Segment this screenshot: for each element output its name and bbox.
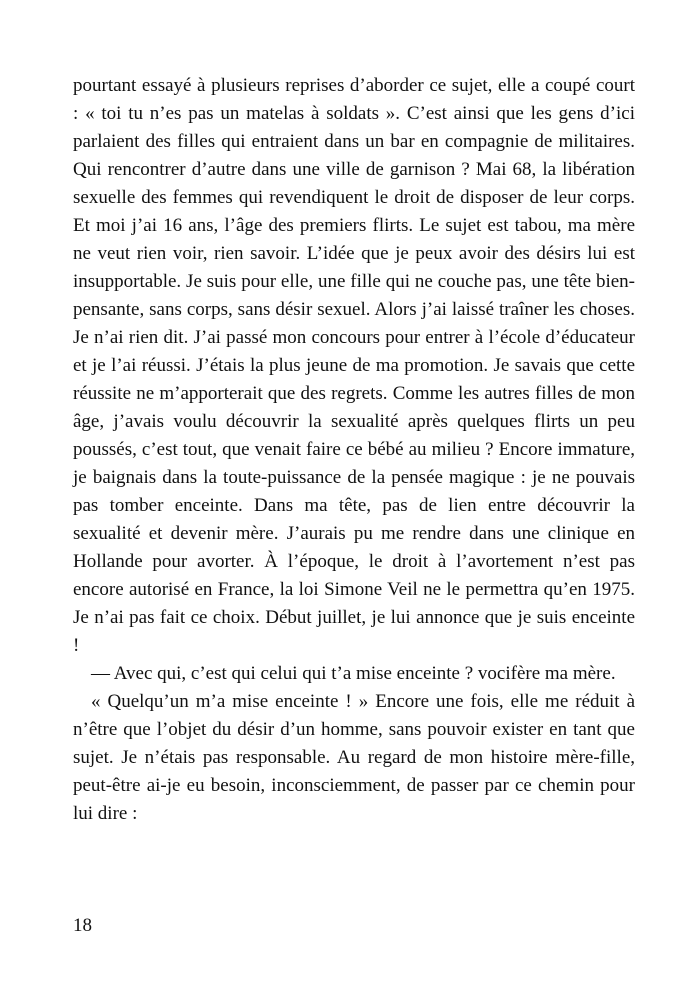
page-body-text [73,72,635,828]
paragraph: pourtant essayé à plusieurs reprises d’aborder ce sujet, elle a coupé court : « toi tu n’es pas un matelas à soldats ». C’est ainsi que les gens d’ici parlaient des filles qui entraient dans un bar en compagnie de militaires. Qui rencontrer d’autre dans une ville de garnison ? Mai 68, la libération sexuelle des femmes qui revendiquent le droit de disposer de leur corps. Et moi j’ai 16 ans, l’âge des premiers flirts. Le sujet est tabou, ma mère ne veut rien voir, rien savoir. L’idée que je peux avoir des désirs lui est insupportable. Je suis pour elle, une fille qui ne couche pas, une tête bien-pensante, sans corps, sans désir sexuel. Alors j’ai laissé traîner les choses. Je n’ai rien dit. J’ai passé mon concours pour entrer à l’école d’éducateur et je l’ai réussi. J’étais la plus jeune de ma promotion. Je savais que cette réussite ne m’apporterait que des regrets. Comme les autres filles de mon âge, j’avais voulu découvrir la sexualité après quelques flirts un peu poussés, c’est tout, que venait faire ce bébé au milieu ? Encore immature, je baignais dans la toute-puissance de la pensée magique : je ne pouvais pas tomber enceinte. Dans ma tête, pas de lien entre découvrir la sexualité et devenir mère. J’aurais pu me rendre dans une clinique en Hollande pour avorter. À l’époque, le droit à l’avortement n’est pas encore autorisé en France, la loi Simone Veil ne le permettra qu’en 1975. Je n’ai pas fait ce choix. Début juillet, je lui annonce que je suis enceinte ! [73,75,635,656]
paragraph: — Avec qui, c’est qui celui qui t’a mise enceinte ? vocifère ma mère. [91,663,616,684]
page-number: 18 [73,915,92,936]
paragraph: « Quelqu’un m’a mise enceinte ! » Encore une fois, elle me réduit à n’être que l’objet du désir d’un homme, sans pouvoir exister en tant que sujet. Je n’étais pas responsable. Au regard de mon histoire mère-fille, peut-être ai-je eu besoin, inconsciemment, de passer par ce chemin pour lui dire : [73,691,635,824]
